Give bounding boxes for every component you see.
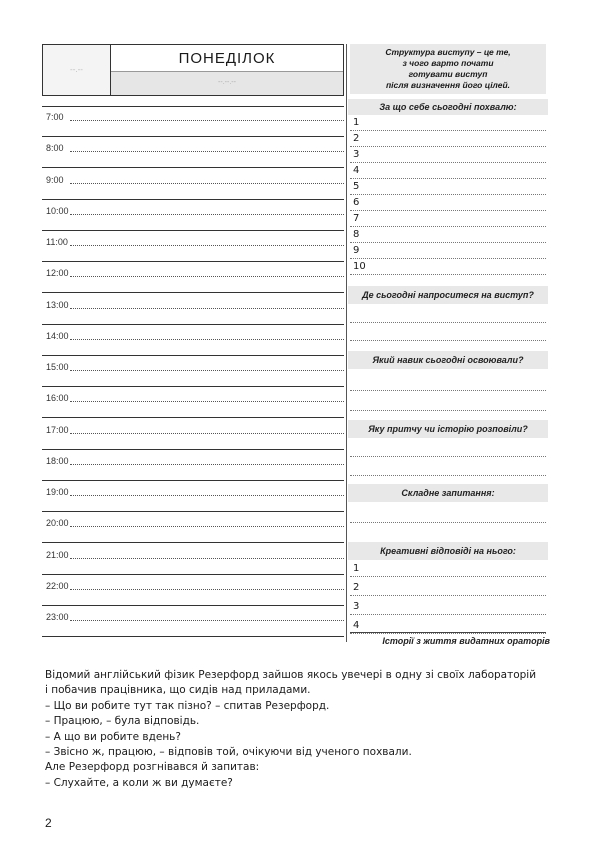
- hour-line[interactable]: [70, 370, 344, 371]
- hour-line[interactable]: [70, 433, 344, 434]
- answer-line[interactable]: [350, 614, 546, 615]
- question-answer-line[interactable]: [350, 522, 546, 523]
- schedule-top-line: [42, 106, 344, 107]
- hour-line[interactable]: [70, 558, 344, 559]
- answer-number: 4: [353, 620, 360, 631]
- praise-line[interactable]: [350, 242, 546, 243]
- answer-number: 1: [353, 563, 360, 574]
- intro-line: готувати виступ: [408, 69, 488, 79]
- half-hour-line[interactable]: [42, 324, 344, 325]
- skill-answer-line[interactable]: [350, 410, 546, 411]
- half-hour-line[interactable]: [42, 136, 344, 137]
- hour-line[interactable]: [70, 339, 344, 340]
- praise-line[interactable]: [350, 130, 546, 131]
- half-hour-line[interactable]: [42, 386, 344, 387]
- story-line: – Слухайте, а коли ж ви думаєте?: [45, 776, 233, 789]
- praise-number: 7: [353, 213, 360, 224]
- praise-number: 5: [353, 181, 360, 192]
- time-label: 20:00: [46, 518, 69, 529]
- half-hour-line[interactable]: [42, 199, 344, 200]
- parable-label: Яку притчу чи історію розповіли?: [368, 424, 528, 434]
- hour-line[interactable]: [70, 589, 344, 590]
- praise-line[interactable]: [350, 178, 546, 179]
- half-hour-line[interactable]: [42, 605, 344, 606]
- praise-number: 6: [353, 197, 360, 208]
- invite-label: Де сьогодні напроситеся на виступ?: [362, 290, 534, 300]
- story-text: [45, 668, 555, 791]
- half-hour-line[interactable]: [42, 355, 344, 356]
- half-hour-line[interactable]: [42, 167, 344, 168]
- half-hour-line[interactable]: [42, 230, 344, 231]
- time-label: 21:00: [46, 549, 69, 560]
- story-line: і побачив працівника, що сидів над приладами.: [45, 684, 311, 697]
- praise-line[interactable]: [350, 146, 546, 147]
- story-line: – Звісно ж, працюю, – відповів той, очікуючи від ученого похвали.: [45, 746, 412, 759]
- invite-answer-line[interactable]: [350, 322, 546, 323]
- time-label: 17:00: [46, 424, 69, 435]
- intro-line: з чого варто почати: [402, 58, 494, 68]
- hour-line[interactable]: [70, 464, 344, 465]
- answer-number: 3: [353, 601, 360, 612]
- skill-answer-line[interactable]: [350, 390, 546, 391]
- story-line: – А що ви робите вдень?: [45, 730, 181, 743]
- praise-number: 3: [353, 149, 360, 160]
- half-hour-line[interactable]: [42, 542, 344, 543]
- hour-line[interactable]: [70, 495, 344, 496]
- praise-line[interactable]: [350, 274, 546, 275]
- half-hour-line[interactable]: [42, 636, 344, 637]
- parable-answer-line[interactable]: [350, 475, 546, 476]
- invite-answer-line[interactable]: [350, 340, 546, 341]
- intro-line: після визначення його цілей.: [385, 80, 511, 90]
- time-label: 10:00: [46, 205, 69, 216]
- time-label: 7:00: [46, 112, 64, 122]
- day-header-box: [42, 44, 344, 96]
- half-hour-line[interactable]: [42, 261, 344, 262]
- question-label: Складне запитання:: [401, 488, 495, 498]
- hour-line[interactable]: [70, 401, 344, 402]
- stories-divider: [350, 632, 546, 633]
- half-hour-line[interactable]: [42, 417, 344, 418]
- praise-line[interactable]: [350, 194, 546, 195]
- half-hour-line[interactable]: [42, 449, 344, 450]
- praise-label: За що себе сьогодні похвалю:: [379, 102, 517, 112]
- praise-line[interactable]: [350, 210, 546, 211]
- half-hour-line[interactable]: [42, 574, 344, 575]
- story-line: – Що ви робите тут так пізно? – спитав Резерфорд.: [45, 699, 330, 712]
- story-line: Але Резерфорд розгнівався й запитав:: [45, 761, 260, 774]
- hour-line[interactable]: [70, 151, 344, 152]
- hour-line[interactable]: [70, 276, 344, 277]
- time-label: 19:00: [46, 487, 69, 497]
- praise-line[interactable]: [350, 226, 546, 227]
- time-label: 11:00: [46, 237, 68, 247]
- praise-number: 1: [353, 117, 360, 128]
- praise-line[interactable]: [350, 258, 546, 259]
- answer-line[interactable]: [350, 595, 546, 596]
- date-subfield[interactable]: --.--.--: [111, 71, 343, 95]
- time-label: 8:00: [46, 143, 64, 154]
- time-label: 18:00: [46, 455, 69, 466]
- half-hour-line[interactable]: [42, 511, 344, 512]
- skill-label: Який навик сьогодні освоювали?: [372, 355, 524, 365]
- hour-line[interactable]: [70, 308, 344, 309]
- half-hour-line[interactable]: [42, 480, 344, 481]
- time-label: 22:00: [46, 580, 69, 591]
- column-divider: [346, 44, 347, 642]
- day-title: ПОНЕДІЛОК: [178, 50, 276, 67]
- time-label: 23:00: [46, 612, 69, 622]
- parable-answer-line[interactable]: [350, 456, 546, 457]
- time-label: 9:00: [46, 174, 64, 185]
- intro-line: Структура виступу – це те,: [385, 47, 511, 57]
- intro-note: [350, 44, 546, 94]
- praise-number: 9: [353, 245, 360, 256]
- time-label: 15:00: [46, 362, 69, 372]
- time-label: 13:00: [46, 299, 69, 310]
- hour-line[interactable]: [70, 120, 344, 121]
- hour-line[interactable]: [70, 245, 344, 246]
- time-label: 12:00: [46, 268, 69, 279]
- answer-line[interactable]: [350, 633, 546, 634]
- answer-line[interactable]: [350, 576, 546, 577]
- praise-number: 4: [353, 165, 360, 176]
- story-line: – Працюю, – була відповідь.: [45, 715, 200, 728]
- story-line: Відомий англійський фізик Резерфорд зайшов якось увечері в одну зі своїх лабораторій: [45, 669, 537, 681]
- answers-label: Креативні відповіді на нього:: [380, 546, 516, 556]
- praise-number: 8: [353, 229, 360, 240]
- hour-line[interactable]: [70, 526, 344, 527]
- hour-line[interactable]: [70, 183, 344, 184]
- stories-label: Історії з життя видатних ораторів: [382, 636, 550, 646]
- time-label: 14:00: [46, 330, 69, 341]
- praise-line[interactable]: [350, 162, 546, 163]
- praise-number: 2: [353, 133, 360, 144]
- date-field[interactable]: --.--: [43, 45, 111, 95]
- hour-line[interactable]: [70, 620, 344, 621]
- page-number: 2: [45, 816, 52, 830]
- half-hour-line[interactable]: [42, 292, 344, 293]
- answer-number: 2: [353, 582, 360, 593]
- praise-number: 10: [353, 261, 366, 272]
- time-label: 16:00: [46, 393, 69, 404]
- hour-line[interactable]: [70, 214, 344, 215]
